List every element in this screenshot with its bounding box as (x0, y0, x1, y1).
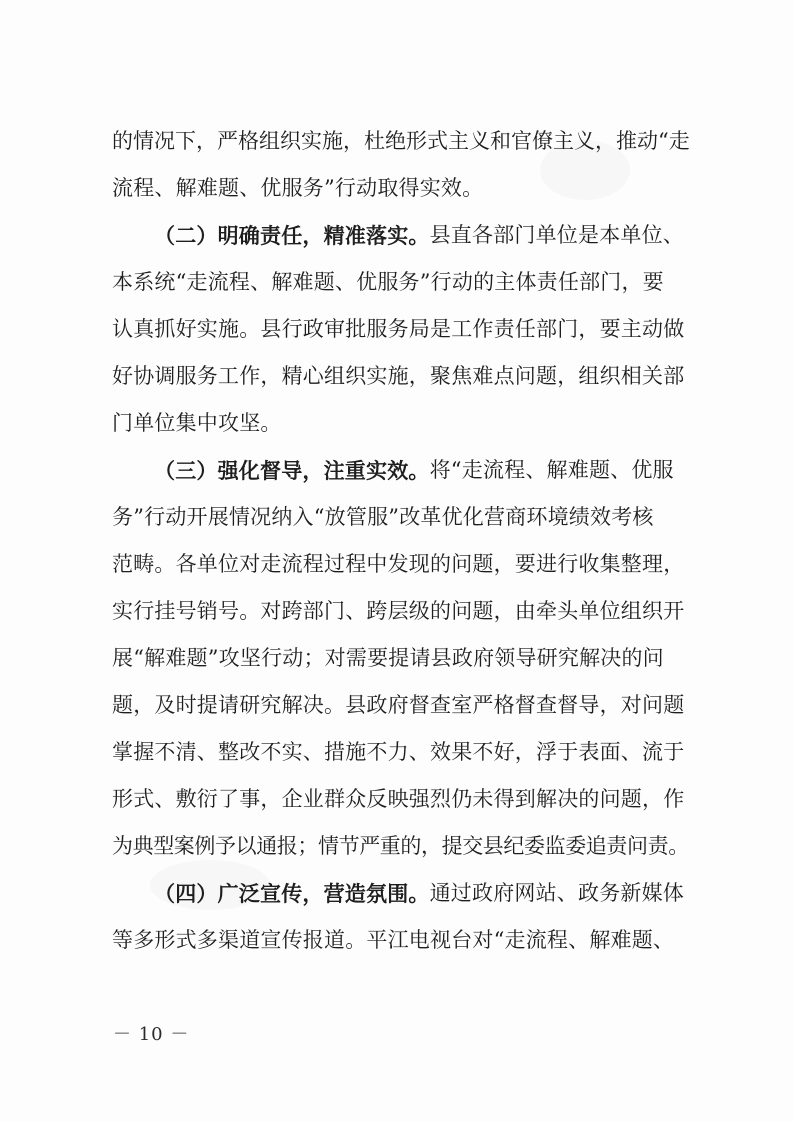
line-text: 实行挂号销号。对跨部门、跨层级的问题，由牵头单位组织开 (112, 599, 685, 623)
line-text: 县直各部门单位是本单位、 (429, 223, 685, 247)
line-text: 形式、敷衍了事，企业群众反映强烈仍未得到解决的问题，作 (112, 787, 685, 811)
line-text: 题，及时提请研究解决。县政府督查室严格督查督导，对问题 (112, 693, 685, 717)
line-text: 门单位集中攻坚。 (112, 411, 282, 435)
section-heading: （三）强化督导，注重实效。 (154, 458, 430, 483)
page-number: － 10 － (113, 1024, 190, 1045)
line-text: 流程、解难题、优服务”行动取得实效。 (112, 176, 484, 200)
line-text: 为典型案例予以通报；情节严重的，提交县纪委监委追责问责。 (112, 834, 689, 858)
line-text: 通过政府网站、政务新媒体 (429, 881, 685, 905)
text-line (112, 212, 692, 259)
text-line (112, 306, 692, 353)
text-line (112, 259, 692, 306)
text-line (112, 400, 692, 447)
line-text: 等多形式多渠道宣传报道。平江电视台对“走流程、解难题、 (112, 928, 675, 952)
text-line (112, 682, 692, 729)
line-text: 范畴。各单位对走流程过程中发现的问题，要进行收集整理， (112, 552, 685, 576)
text-line (112, 494, 692, 541)
line-text: 认真抓好实施。县行政审批服务局是工作责任部门，要主动做 (112, 317, 685, 341)
body-text (112, 118, 692, 964)
text-line (112, 776, 692, 823)
section-heading: （四）广泛宣传，营造氛围。 (154, 881, 430, 906)
text-line (112, 588, 692, 635)
text-line (112, 541, 692, 588)
text-line (112, 447, 692, 494)
line-text: 掌握不清、整改不实、措施不力、效果不好，浮于表面、流于 (112, 740, 685, 764)
text-line (112, 118, 692, 165)
line-text: 本系统“走流程、解难题、优服务”行动的主体责任部门，要 (112, 270, 664, 294)
line-text: 务”行动开展情况纳入“放管服”改革优化营商环境绩效考核 (112, 505, 654, 529)
text-line (112, 917, 692, 964)
text-line (112, 823, 692, 870)
text-line (112, 635, 692, 682)
line-text: 好协调服务工作，精心组织实施，聚焦难点问题，组织相关部 (112, 364, 685, 388)
line-text: 展“解难题”攻坚行动；对需要提请县政府领导研究解决的问 (112, 646, 664, 670)
section-heading: （二）明确责任，精准落实。 (154, 223, 430, 248)
text-line (112, 165, 692, 212)
text-line (112, 870, 692, 917)
line-text: 将“走流程、解难题、优服 (429, 458, 674, 482)
line-text: 的情况下，严格组织实施，杜绝形式主义和官僚主义，推动“走 (112, 129, 690, 153)
text-line (112, 729, 692, 776)
text-line (112, 353, 692, 400)
